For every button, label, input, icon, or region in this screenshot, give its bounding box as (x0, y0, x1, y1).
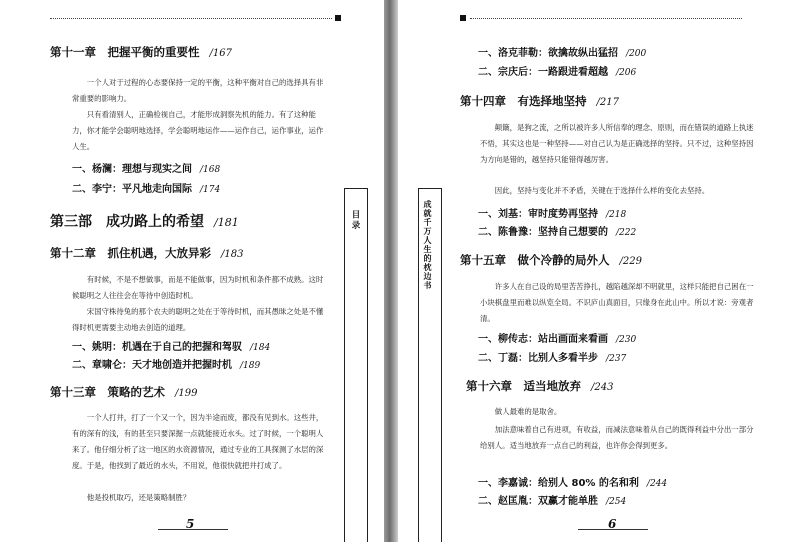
toc-entry[interactable]: 一、洛克菲勒：欲擒故纵出猛招 /200 (478, 48, 647, 59)
footer-rule (578, 529, 648, 530)
header-marker (460, 15, 466, 21)
toc-entry[interactable]: 二、李宁：平凡地走向国际 /174 (72, 184, 221, 195)
right-page (398, 0, 785, 542)
chapter-intro: 加法意味着自己有进项，有收益，而减法意味着从自己的既得利益中分出一部分给别人。适当地放弃一点自己的利益，也许你会得到更多。 (480, 425, 754, 450)
toc-entry[interactable]: 二、章啸仑：天才地创造并把握时机 /189 (72, 360, 261, 371)
chapter-intro: 因此，坚持与变化并不矛盾，关键在于选择什么样的变化去坚持。 (494, 186, 710, 195)
toc-entry[interactable]: 二、丁磊：比别人多看半步 /237 (478, 353, 627, 364)
page-number: 6 (608, 517, 617, 531)
left-page (0, 0, 384, 542)
chapter-intro: 许多人在自己设的局里苦苦挣扎，越陷越深却不明就里，这样只能把自己困在一小块棋盘里而难以纵览全局。不识庐山真面目，只缘身在此山中。所以才说：旁观者清。 (480, 282, 754, 323)
toc-entry[interactable]: 一、李嘉诚：给别人 80% 的名和利 /244 (478, 478, 668, 489)
toc-entry[interactable]: 一、姚明：机遇在于自己的把握和驾驭 /184 (72, 342, 271, 353)
chapter-intro: 宋国守株待兔的那个农夫的聪明之处在于等待时机，而其愚昧之处是不懂得时机更需要主动地去创造的道理。 (72, 307, 324, 332)
chapter-title[interactable]: 第十五章 做个冷静的局外人 /229 (460, 253, 642, 267)
header-rule (470, 18, 742, 19)
chapter-intro: 颠簸，是狗之流，之所以被许多人所信奉的理念、原则，而在错误的道路上执迷不悟，其实这也是一种坚持——对自己认为是正确选择的坚持。只不过，这种坚持因为方向是错的，越坚持只能错得越厉害。 (480, 123, 754, 164)
chapter-title[interactable]: 第十二章 抓住机遇，大放异彩 /183 (50, 246, 244, 260)
toc-entry[interactable]: 二、陈鲁豫：坚持自己想要的 /222 (478, 227, 637, 238)
toc-entry[interactable]: 一、刘基：审时度势再坚持 /218 (478, 209, 627, 220)
toc-entry[interactable]: 二、赵匡胤：双赢才能单胜 /254 (478, 496, 627, 507)
chapter-title[interactable]: 第十一章 把握平衡的重要性 /167 (50, 45, 232, 59)
chapter-title[interactable]: 第十三章 策略的艺术 /199 (50, 385, 198, 399)
catalog-tab (344, 188, 368, 542)
header-marker (335, 15, 341, 21)
chapter-intro: 做人最难的是取舍。 (494, 407, 562, 416)
toc-entry[interactable]: 一、杨澜：理想与现实之间 /168 (72, 164, 221, 175)
catalog-label: 目录 (350, 210, 360, 231)
book-spine (384, 0, 398, 542)
header-rule (50, 18, 332, 19)
chapter-title[interactable]: 第十四章 有选择地坚持 /217 (460, 94, 619, 108)
toc-entry[interactable]: 一、柳传志：站出画面来看画 /230 (478, 334, 637, 345)
chapter-intro: 只有看清别人，正确检视自己，才能形成洞察先机的能力。有了这种能力，你才能学会聪明地选择，学会聪明地运作——运作自己，运作事业，运作人生。 (72, 110, 324, 151)
page-number: 5 (186, 517, 195, 531)
footer-rule (158, 529, 228, 530)
chapter-intro: 有时候，不是不想做事，而是不能做事，因为时机和条件都不成熟。这时候聪明之人往往会在等待中创造时机。 (72, 275, 324, 300)
part-title[interactable]: 第三部 成功路上的希望 /181 (50, 214, 239, 230)
book-title-label: 成就千万人生的枕边书 (423, 200, 433, 290)
chapter-intro: 一个人打井，打了一个又一个，因为半途而废，都没有见到水。这些井，有的深有的浅，有的甚至只要深掘一点就能接近水头。过了时候，一个聪明人来了。他仔细分析了这一地区的水资源情况，通过专业的工具探测了水层的深度。于是，他找到了最近的水头，不用说，他很快就把井打成了。 (72, 413, 324, 470)
chapter-intro: 一个人对于过程的心态要保持一定的平衡，这种平衡对自己的选择具有非常重要的影响力。 (72, 78, 324, 103)
toc-entry[interactable]: 二、宗庆后：一路跟进看超越 /206 (478, 67, 637, 78)
chapter-intro: 他是投机取巧，还是策略制胜？ (86, 493, 191, 502)
chapter-title[interactable]: 第十六章 适当地放弃 /243 (466, 379, 614, 393)
